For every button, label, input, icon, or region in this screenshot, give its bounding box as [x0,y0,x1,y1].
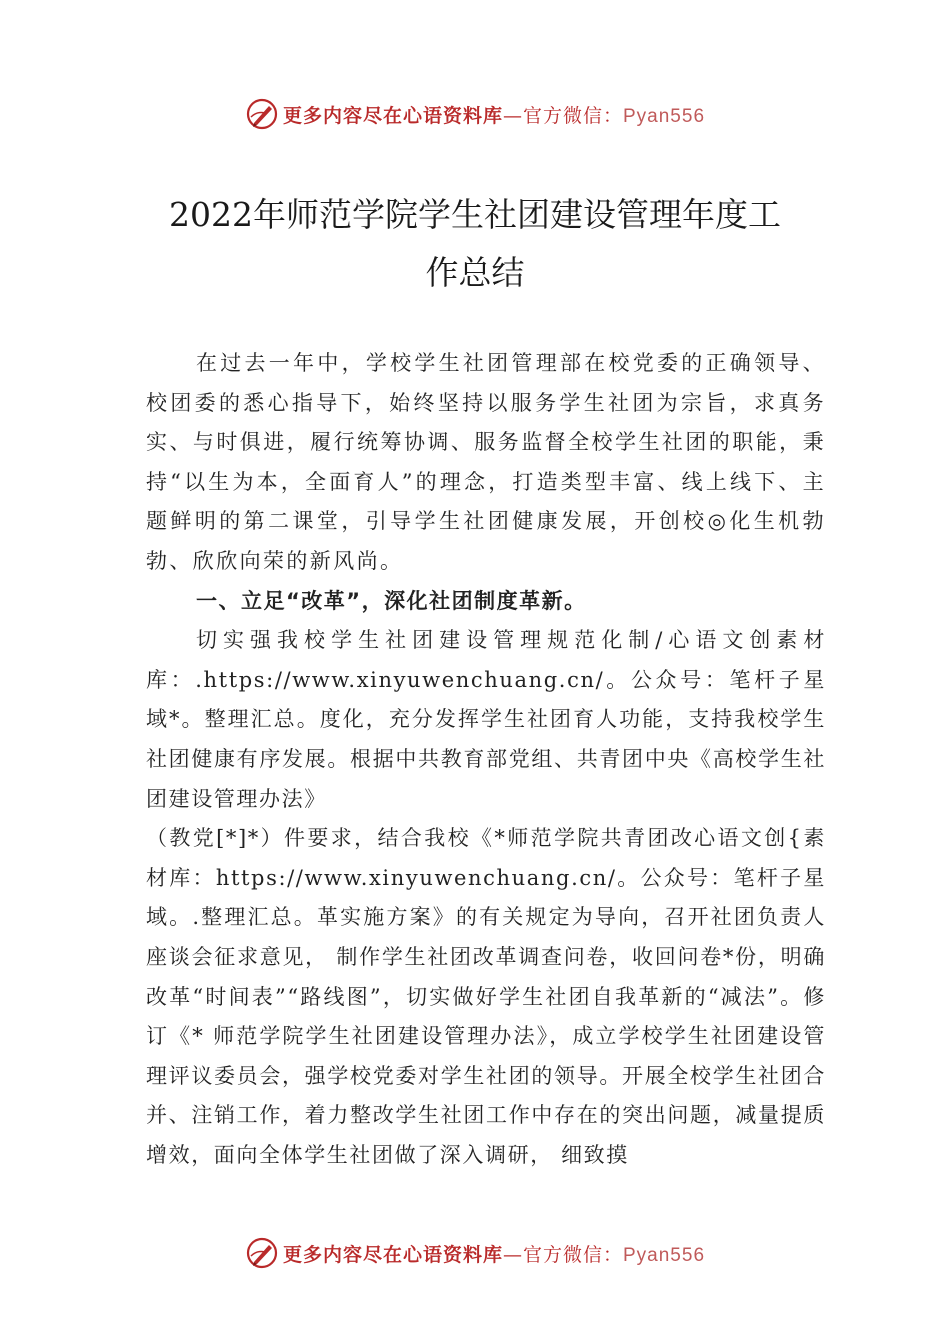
banner-brand: 更多内容尽在心语资料库 [282,1243,503,1266]
banner-separator: — [502,1243,523,1266]
banner-wechat-id: Pyan556 [623,1244,706,1266]
banner-brand: 更多内容尽在心语资料库 [282,104,503,127]
document-body [146,344,826,1175]
banner-wechat-id: Pyan556 [623,105,706,127]
body-paragraph: 切实强我校学生社团建设管理规范化制/心语文创素材库：.https://www.xinyuwenchuang.cn/。公众号：笔杆子星域*。整理汇总。度化，充分发挥学生社团育人功能，支持我校学生社团健康有序发展。根据中共教育部党组、共青团中央《高校学生社团建设管理办法》 [146,628,826,811]
title-line-1: 2022年师范学院学生社团建设管理年度工 [169,195,781,234]
pen-logo-icon [245,1236,279,1270]
banner-separator: — [502,104,523,127]
title-line-2: 作总结 [425,253,525,292]
body-paragraph: （教党[*]*）件要求，结合我校《*师范学院共青团改心语文创{素材库：https://www.xinyuwenchuang.cn/。公众号：笔杆子星域。.整理汇总。革实施方案》的有关规定为导向，召开社团负责人座谈会征求意见， 制作学生社团改革调查问卷，收回问卷*份，明确改革“时间表”“路线图”，切实做好学生社团自我革新的“减法”。修订《* 师范学院学生社团建设管理办法》，成立学校学生社团建设管理评议委员会，强学校党委对学生社团的领导。开展全校学生社团合并、注销工作，着力整改学生社团工作中存在的突出问题，减量提质增效，面向全体学生社团做了深入调研， 细致摸 [146,826,826,1167]
banner-wechat-label: 官方微信： [522,104,623,127]
footer-banner [0,1233,950,1273]
intro-paragraph: 在过去一年中，学校学生社团管理部在校党委的正确领导、校团委的悉心指导下，始终坚持以服务学生社团为宗旨，求真务实、与时俱进，履行统筹协调、服务监督全校学生社团的职能，秉持“以生为本，全面育人”的理念，打造类型丰富、线上线下、主题鲜明的第二课堂，引导学生社团健康发展，开创校◎化生机勃勃、欣欣向荣的新风尚。 [146,351,826,573]
banner-wechat-label: 官方微信： [522,1243,623,1266]
header-banner [0,94,950,134]
section-heading: 一、立足“改革”，深化社团制度革新。 [196,588,587,613]
pen-logo-icon [245,97,279,131]
document-title [60,186,890,302]
